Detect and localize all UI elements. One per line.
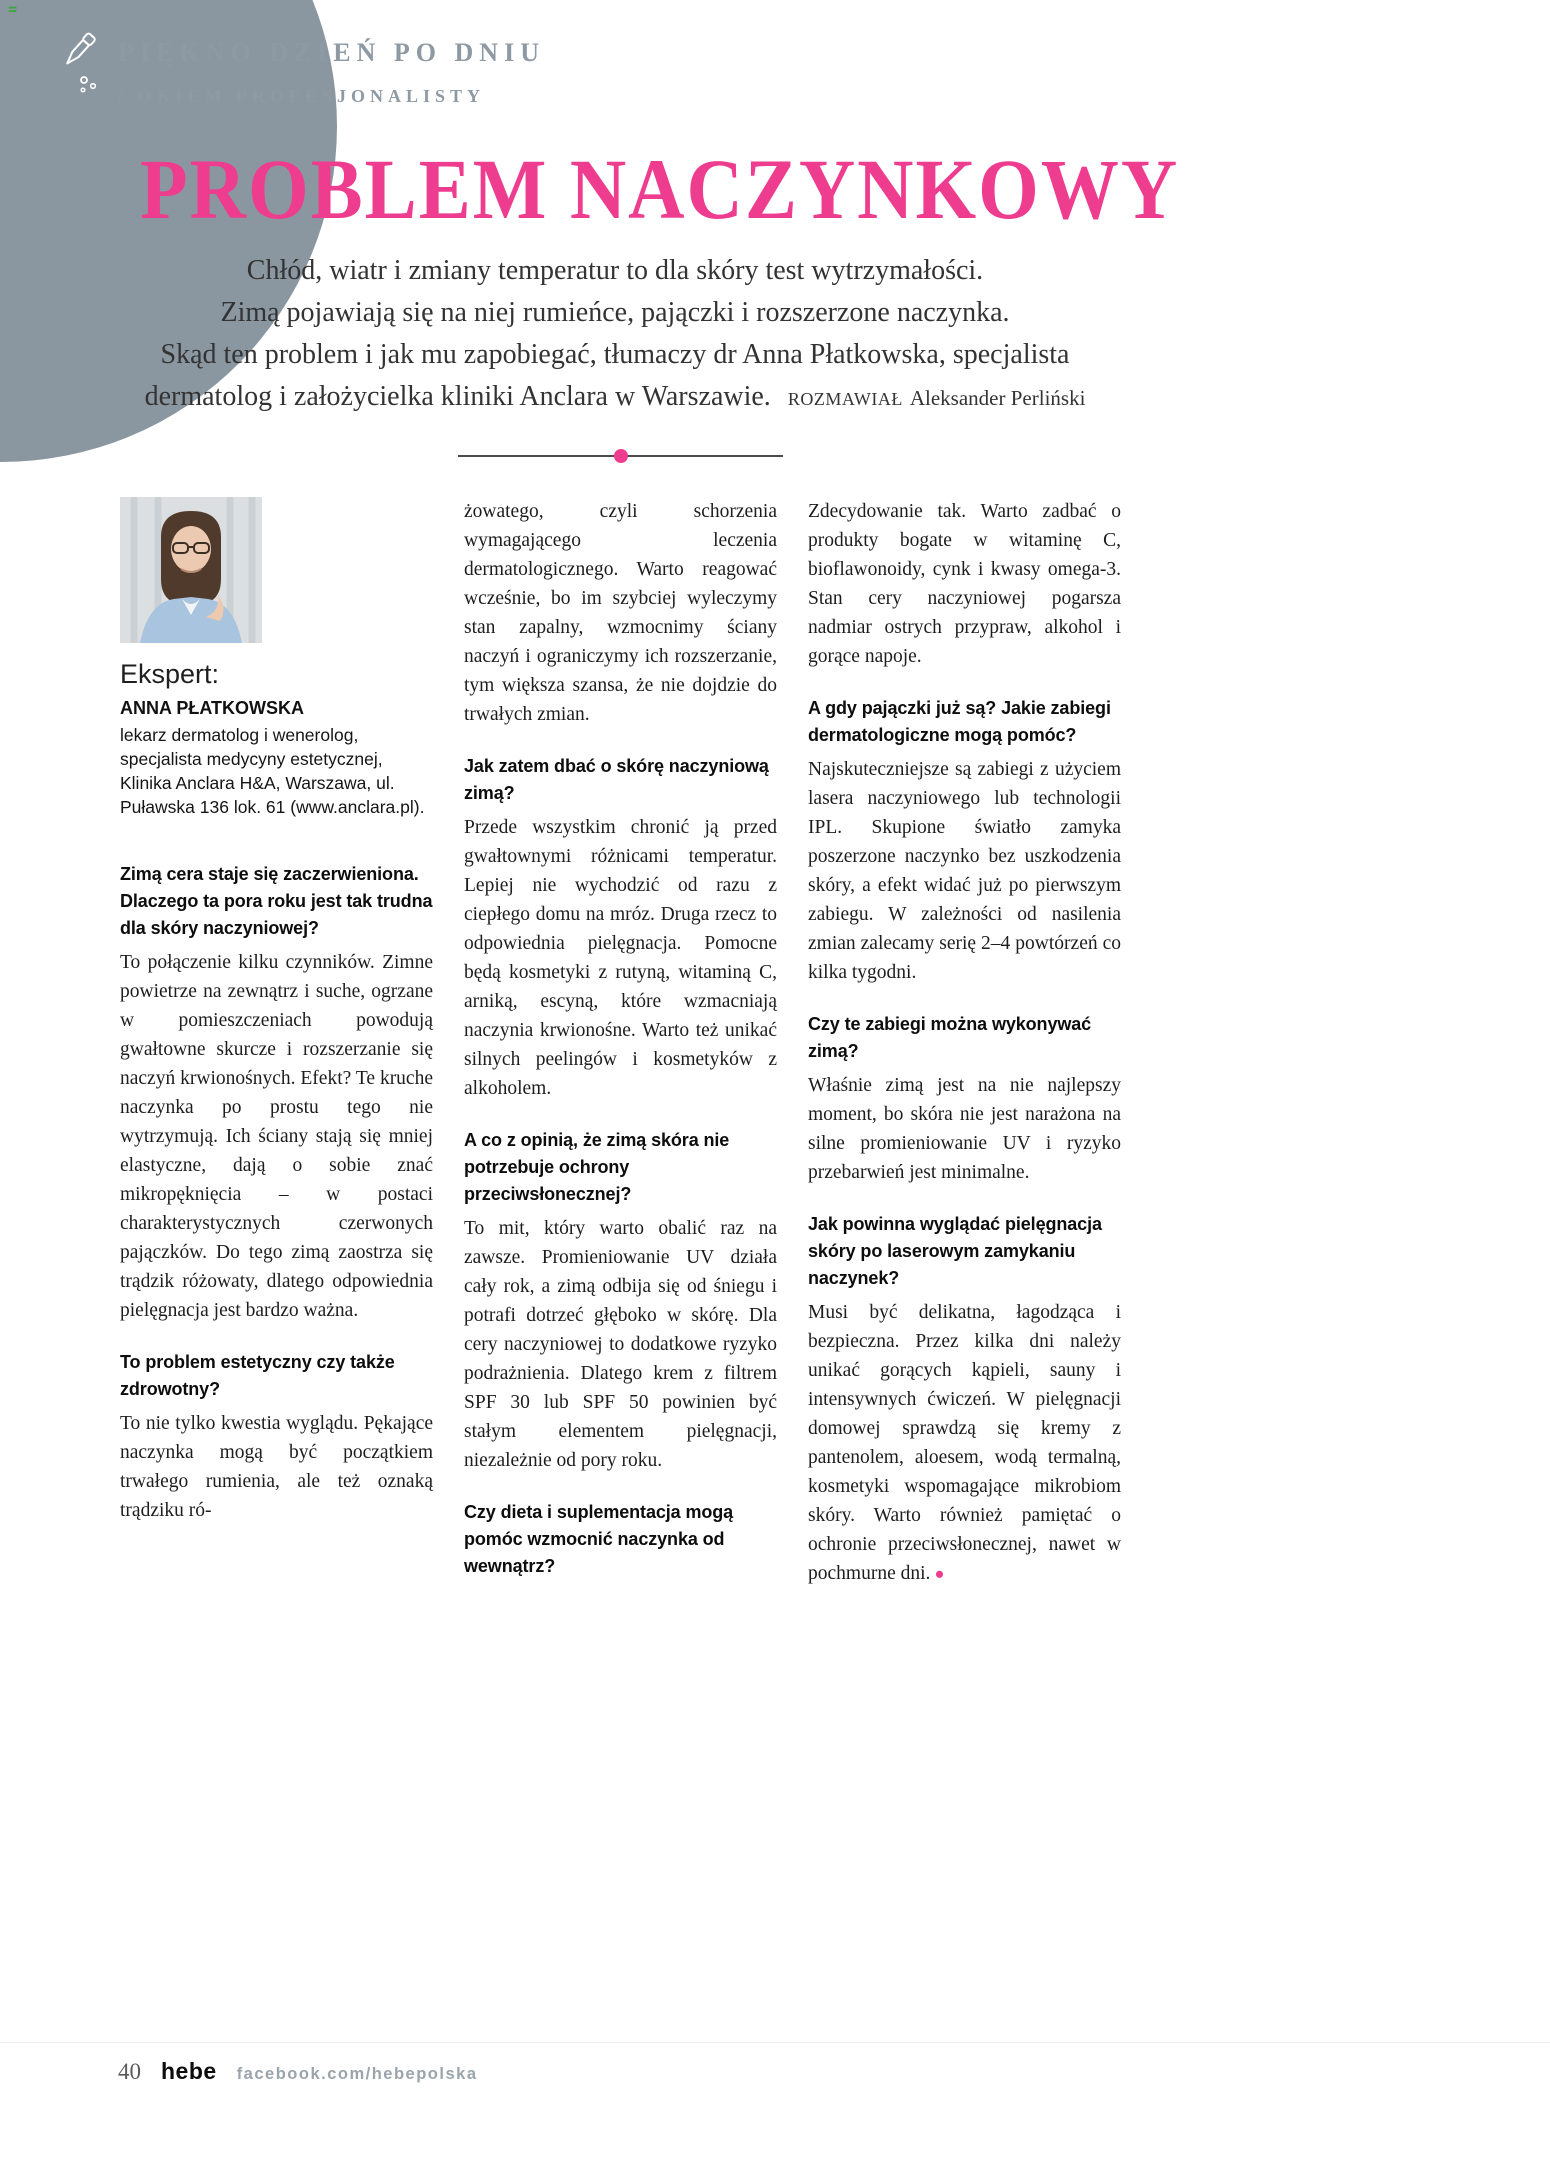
page-footer — [118, 2058, 478, 2085]
interview-answer: żowatego, czyli schorzenia wymagającego leczenia dermatologicznego. Warto reagować wcześnie, bo im szybciej wyleczymy stan zapalny, wzmocnimy ściany naczyń i ograniczymy ich rozszerzanie, tym większa szansa, że nie dojdzie do trwałych zmian. — [464, 501, 777, 725]
interview-question: Zimą cera staje się zaczerwieniona. Dlaczego ta pora roku jest tak trudna dla skóry naczyniowej? — [120, 864, 433, 938]
article-title: PROBLEM NACZYNKOWY — [140, 141, 1180, 237]
interview-answer: To połączenie kilku czynników. Zimne powietrze na zewnątrz i suche, ogrzane w pomieszczeniach powodują gwałtowne skurcze i rozszerzanie się naczyń krwionośnych. Efekt? Te kruche naczynka po prostu tego nie wytrzymują. Ich ściany stają się mniej elastyczne, dają o sobie znać mikropęknięcia – w postaci charakterystycznych czerwonych pajączków. Do tego zimą zaostrza się trądzik różowaty, dlatego odpowiednia pielęgnacja jest bardzo ważna. — [120, 952, 433, 1321]
lead-line-4 — [105, 376, 1125, 420]
interview-question: A co z opinią, że zimą skóra nie potrzebuje ochrony przeciwsłonecznej? — [464, 1130, 730, 1204]
column-right — [808, 497, 1121, 1588]
interview-question: Czy dieta i suplementacja mogą pomóc wzmocnić naczynka od wewnątrz? — [464, 1502, 734, 1576]
expert-name: ANNA PŁATKOWSKA — [120, 698, 304, 718]
column-middle — [464, 497, 777, 1588]
pipette-icon — [38, 26, 112, 100]
interview-question: Jak powinna wyglądać pielęgnacja skóry po laserowym zamykaniu naczynek? — [808, 1214, 1102, 1288]
byline-name: Aleksander Perliński — [909, 386, 1086, 410]
lead-line-4-text: dermatolog i założycielka kliniki Anclara w Warszawie. — [144, 381, 771, 412]
lead-line-2: Zimą pojawiają się na niej rumieńce, pajączki i rozszerzone naczynka. — [220, 297, 1010, 328]
pink-dot-icon — [614, 449, 628, 463]
section-divider — [458, 455, 783, 457]
interview-answer: Najskuteczniejsze są zabiegi z użyciem lasera naczyniowego lub technologii IPL. Skupione światło zamyka poszerzone naczynko bez uszkodzenia skóry, a efekt widać już po pierwszym zabiegu. W zależności od nasilenia zmian zalecamy serię 2–4 powtórzeń co kilka tygodni. — [808, 759, 1121, 983]
section-kicker-sub: / OKIEM PROFESJONALISTY — [118, 86, 486, 106]
interview-question: A gdy pajączki już są? Jakie zabiegi dermatologiczne mogą pomóc? — [808, 698, 1111, 745]
interview-answer: Musi być delikatna, łagodząca i bezpieczna. Przez kilka dni należy unikać gorących kąpieli, sauny i intensywnych ćwiczeń. W pielęgnacji domowej sprawdzą się kremy z pantenolem, aloesem, wodą termalną, kosmetyki wspomagające mikrobiom skóry. Warto również pamiętać o ochronie przeciwsłonecznej, nawet w pochmurne dni. ● — [808, 1302, 1121, 1584]
interview-answer: To nie tylko kwestia wyglądu. Pękające naczynka mogą być początkiem trwałego rumienia, ale też oznaką trądziku ró- — [120, 1413, 433, 1521]
article-end-dot-icon: ● — [930, 1564, 945, 1583]
lead-line-1: Chłód, wiatr i zmiany temperatur to dla skóry test wytrzymałości. — [246, 255, 984, 286]
interview-answer: To mit, który warto obalić raz na zawsze. Promieniowanie UV działa cały rok, a zimą odbija się od śniegu i potrafi dotrzeć głęboko w skórę. Dla cery naczyniowej to dodatkowe ryzyko podrażnienia. Dlatego krem z filtrem SPF 30 lub SPF 50 powinien być stałym elementem pielęgnacji, niezależnie od pory roku. — [464, 1218, 777, 1471]
interview-answer: Przede wszystkim chronić ją przed gwałtownymi różnicami temperatur. Lepiej nie wychodzić od razu z ciepłego domu na mróz. Druga rzecz to odpowiednia pielęgnacja. Pomocne będą kosmetyki z rutyną, witaminą C, arniką, escyną, które wzmacniają naczynia krwionośne. Warto też unikać silnych peelingów i kosmetyków z alkoholem. — [464, 817, 777, 1099]
facebook-url: facebook.com/hebepolska — [236, 2065, 478, 2083]
expert-photo — [120, 497, 262, 643]
interview-answer: Zdecydowanie tak. Warto zadbać o produkty bogate w witaminę C, bioflawonoidy, cynk i kwasy omega-3. Stan cery naczyniowej pogarsza nadmiar ostrych przypraw, alkohol i gorące napoje. — [808, 501, 1121, 667]
expert-card — [120, 497, 433, 819]
qa-column-left — [120, 861, 433, 1525]
expert-bio: lekarz dermatolog i wenerolog, specjalista medycyny estetycznej, Klinika Anclara H&A, Warszawa, ul. Puławska 136 lok. 61 (www.anclara.pl). — [120, 725, 425, 817]
interview-question: Czy te zabiegi można wykonywać zimą? — [808, 1014, 1092, 1061]
magazine-logo: hebe — [161, 2058, 217, 2084]
footer-rule — [0, 2042, 1550, 2043]
interview-answer: Właśnie zimą jest na nie najlepszy moment, bo skóra nie jest narażona na silne promieniowanie UV i ryzyko przebarwień jest minimalne. — [808, 1075, 1121, 1183]
section-kicker: PIĘKNO DZIEŃ PO DNIU — [118, 38, 545, 67]
article-lead — [105, 250, 1125, 420]
expert-label: Ekspert: — [120, 659, 220, 689]
page-number: 40 — [118, 2059, 141, 2084]
byline-label: ROZMAWIAŁ — [787, 389, 903, 409]
column-left — [120, 497, 433, 1588]
lead-line-3: Skąd ten problem i jak mu zapobiegać, tłumaczy dr Anna Płatkowska, specjalista — [160, 339, 1070, 370]
interview-question: To problem estetyczny czy także zdrowotny? — [120, 1352, 395, 1399]
print-artifact-mark: = — [8, 0, 18, 18]
article-columns — [120, 497, 1121, 1588]
interview-question: Jak zatem dbać o skórę naczyniową zimą? — [464, 756, 769, 803]
